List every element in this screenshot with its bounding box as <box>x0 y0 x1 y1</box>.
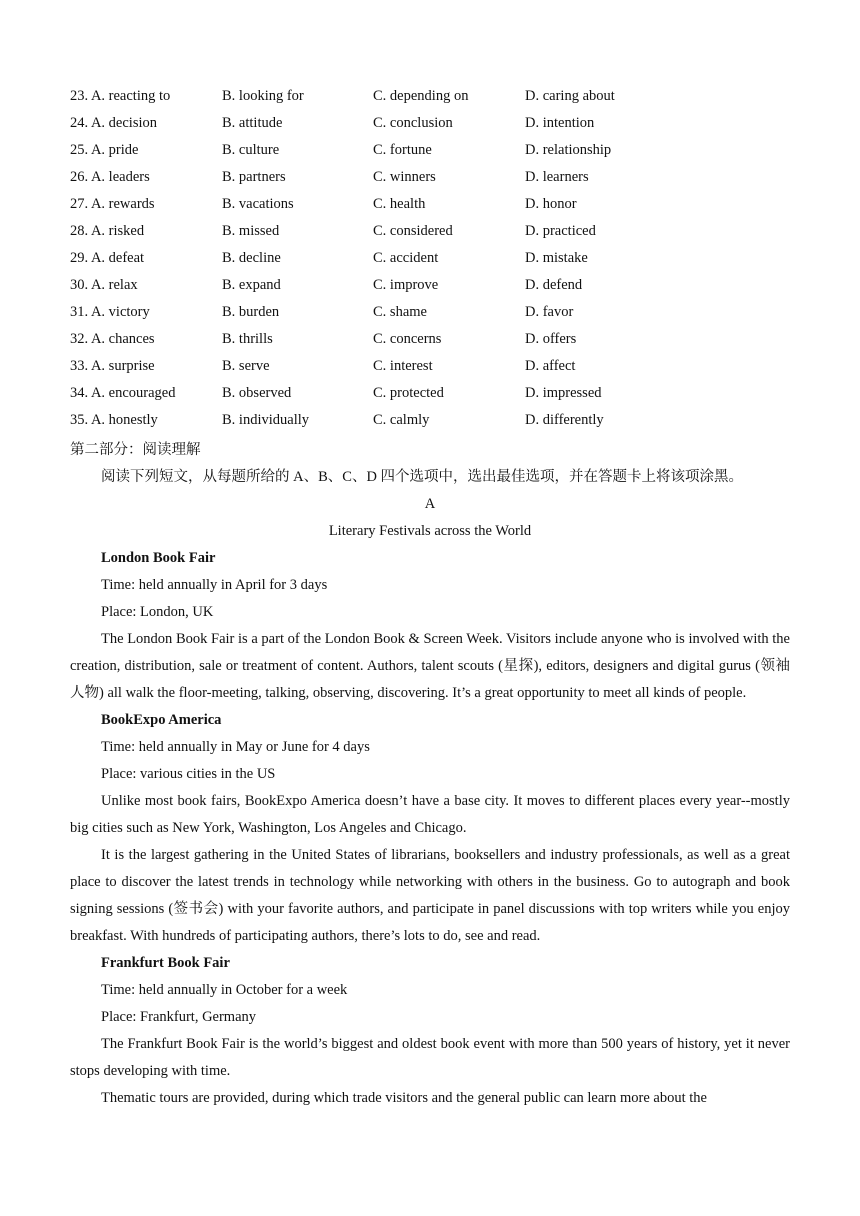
option-b: B. missed <box>222 223 280 239</box>
option-d: D. defend <box>525 277 583 293</box>
frankfurt-heading: Frankfurt Book Fair <box>101 955 230 971</box>
option-row-33 <box>70 356 790 383</box>
reading-section <box>70 437 790 1112</box>
passage-label: A <box>424 496 436 512</box>
london-heading: London Book Fair <box>101 550 216 566</box>
option-a: 27. A. rewards <box>70 196 155 212</box>
option-c: C. considered <box>373 223 453 239</box>
option-row-24 <box>70 113 790 140</box>
option-b: B. observed <box>222 385 292 401</box>
london-paragraph: The London Book Fair is a part of the London Book & Screen Week. Visitors include anyone who is involved with the creation, distribution, sale or treatment of content. Authors, talent scouts (星探), editors, designers and digital gurus (领袖人物) all walk the floor-meeting, talking, observing, discovering. It’s a great opportunity to meet all kinds of people. <box>70 631 790 701</box>
option-c: C. health <box>373 196 426 212</box>
option-a: 32. A. chances <box>70 331 155 347</box>
option-row-26 <box>70 167 790 194</box>
bookexpo-place: Place: various cities in the US <box>101 766 276 782</box>
option-row-25 <box>70 140 790 167</box>
frankfurt-paragraph-1: The Frankfurt Book Fair is the world’s biggest and oldest book event with more than 500 years of history, yet it never stops developing with time. <box>70 1036 790 1079</box>
frankfurt-time: Time: held annually in October for a week <box>101 982 348 998</box>
option-b: B. burden <box>222 304 280 320</box>
option-row-30 <box>70 275 790 302</box>
option-a: 35. A. honestly <box>70 412 158 428</box>
option-d: D. learners <box>525 169 589 185</box>
option-d: D. impressed <box>525 385 602 401</box>
option-row-28 <box>70 221 790 248</box>
option-c: C. winners <box>373 169 436 185</box>
option-b: B. decline <box>222 250 281 266</box>
option-d: D. honor <box>525 196 577 212</box>
option-d: D. relationship <box>525 142 612 158</box>
option-d: D. favor <box>525 304 574 320</box>
option-row-32 <box>70 329 790 356</box>
option-b: B. serve <box>222 358 270 374</box>
option-b: B. thrills <box>222 331 273 347</box>
option-d: D. intention <box>525 115 595 131</box>
option-a: 30. A. relax <box>70 277 138 293</box>
bookexpo-paragraph-2: It is the largest gathering in the United States of librarians, booksellers and industry professionals, as well as a great place to discover the latest trends in technology while networking with others in the business. Go to autograph and book signing sessions (签书会) with your favorite authors, and participate in panel discussions with top writers while you enjoy breakfast. With hundreds of participating authors, there’s lots to do, see and read. <box>70 847 790 944</box>
option-d: D. practiced <box>525 223 596 239</box>
option-b: B. looking for <box>222 88 304 104</box>
bookexpo-heading: BookExpo America <box>101 712 222 728</box>
frankfurt-paragraph-2: Thematic tours are provided, during which trade visitors and the general public can learn more about the <box>101 1090 707 1106</box>
option-row-34 <box>70 383 790 410</box>
option-c: C. calmly <box>373 412 430 428</box>
option-a: 28. A. risked <box>70 223 145 239</box>
section-instructions: 阅读下列短文，从每题所给的 A、B、C、D 四个选项中，选出最佳选项，并在答题卡上将该项涂黑。 <box>101 469 744 485</box>
option-c: C. protected <box>373 385 444 401</box>
option-b: B. attitude <box>222 115 283 131</box>
option-row-31 <box>70 302 790 329</box>
bookexpo-paragraph-1: Unlike most book fairs, BookExpo America doesn’t have a base city. It moves to different places every year--mostly big cities such as New York, Washington, Los Angeles and Chicago. <box>70 793 790 836</box>
option-a: 31. A. victory <box>70 304 150 320</box>
option-b: B. partners <box>222 169 286 185</box>
option-c: C. interest <box>373 358 433 374</box>
passage-title: Literary Festivals across the World <box>328 523 532 539</box>
frankfurt-place: Place: Frankfurt, Germany <box>101 1009 257 1025</box>
option-c: C. conclusion <box>373 115 453 131</box>
option-c: C. concerns <box>373 331 442 347</box>
option-c: C. shame <box>373 304 427 320</box>
option-d: D. differently <box>525 412 604 428</box>
answer-options-list <box>70 86 790 437</box>
option-row-29 <box>70 248 790 275</box>
option-a: 29. A. defeat <box>70 250 145 266</box>
option-a: 23. A. reacting to <box>70 88 171 104</box>
option-a: 34. A. encouraged <box>70 385 176 401</box>
option-row-27 <box>70 194 790 221</box>
option-c: C. improve <box>373 277 439 293</box>
option-b: B. individually <box>222 412 309 428</box>
option-d: D. affect <box>525 358 576 374</box>
option-a: 33. A. surprise <box>70 358 155 374</box>
london-time: Time: held annually in April for 3 days <box>101 577 328 593</box>
option-a: 25. A. pride <box>70 142 139 158</box>
section-heading: 第二部分：阅读理解 <box>70 442 201 458</box>
option-row-23 <box>70 86 790 113</box>
option-row-35 <box>70 410 790 437</box>
option-b: B. expand <box>222 277 281 293</box>
option-a: 24. A. decision <box>70 115 157 131</box>
option-c: C. accident <box>373 250 439 266</box>
option-b: B. vacations <box>222 196 294 212</box>
london-place: Place: London, UK <box>101 604 214 620</box>
option-d: D. offers <box>525 331 577 347</box>
option-c: C. fortune <box>373 142 432 158</box>
option-c: C. depending on <box>373 88 469 104</box>
option-d: D. caring about <box>525 88 615 104</box>
option-a: 26. A. leaders <box>70 169 150 185</box>
option-d: D. mistake <box>525 250 588 266</box>
bookexpo-time: Time: held annually in May or June for 4 days <box>101 739 370 755</box>
option-b: B. culture <box>222 142 280 158</box>
